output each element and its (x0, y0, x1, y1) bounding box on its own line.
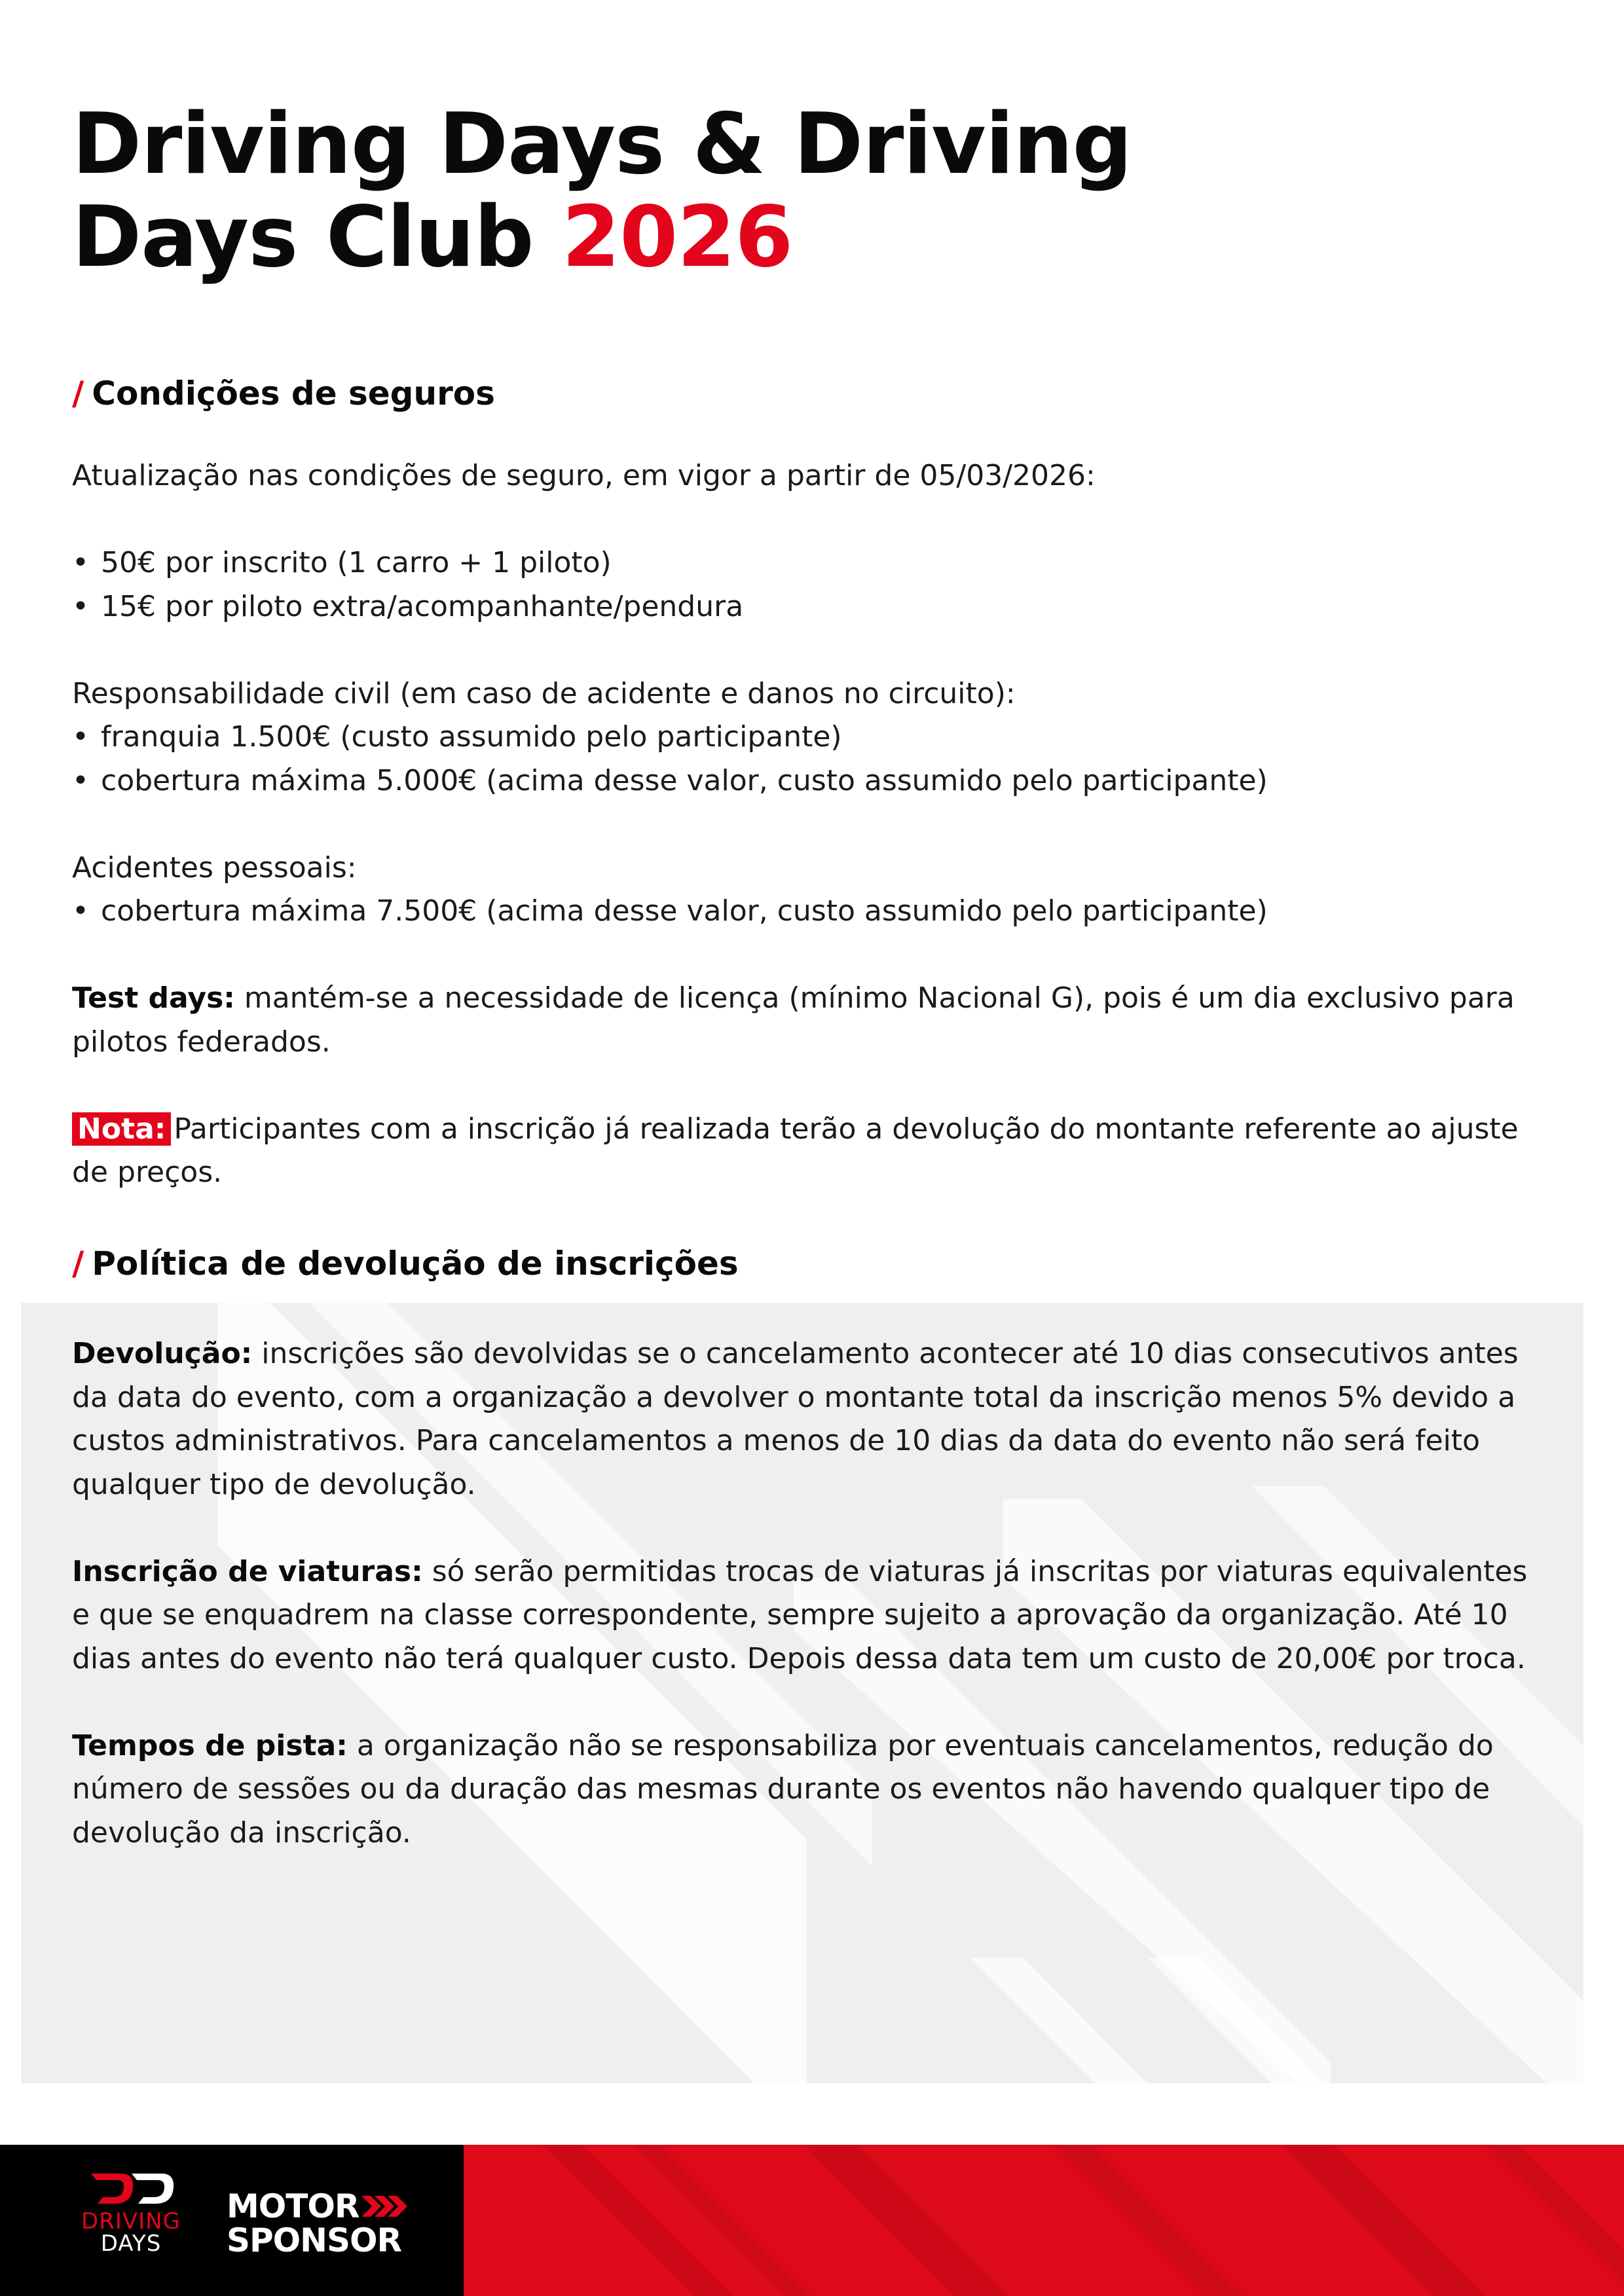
section-heading-insurance (72, 374, 495, 413)
driving-days-logo-mark-icon (87, 2171, 175, 2208)
test-days-label: Test days: (72, 981, 235, 1015)
heading-slash: / (72, 374, 84, 412)
driving-days-logo-line-2: DAYS (100, 2231, 162, 2257)
section-heading-refund-text: Política de devolução de inscrições (92, 1245, 739, 1283)
section-heading-insurance-text: Condições de seguros (92, 374, 495, 412)
footer-red-band (464, 2145, 1624, 2296)
insurance-intro: Atualização nas condições de seguro, em vigor a partir de 05/03/2026: (72, 459, 1096, 492)
bullet-icon: • (72, 546, 89, 579)
list-item: • 15€ por piloto extra/acompanhante/pendura (72, 585, 1552, 629)
bullet-icon: • (72, 720, 89, 754)
page-title-line-2: Days Club (72, 189, 534, 286)
page-title-year: 2026 (562, 189, 793, 286)
personal-accidents-title: Acidentes pessoais: (72, 850, 357, 884)
viaturas-paragraph: Inscrição de viaturas: só serão permitidas trocas de viaturas já inscritas por viaturas equivalentes e que se enquadrem na classe correspondente, sempre sujeito a aprovação da organização. Até 10 dias antes do evento não terá qualquer custo. Depois dessa data tem um custo de 20,00€ por troca. (72, 1554, 1528, 1675)
driving-days-logo-line-1: DRIVING (81, 2208, 181, 2234)
devolucao-paragraph: Devolução: inscrições são devolvidas se o cancelamento acontecer até 10 dias consecutivos antes da data do evento, com a organização a devolver o montante total da inscrição menos 5% devido a custos administrativos. Para cancelamentos a menos de 10 dias da data do evento não será feito qualquer tipo de devolução. (72, 1337, 1519, 1501)
nota-paragraph: Nota: Participantes com a inscrição já realizada terão a devolução do montante referente ao ajuste de preços. (72, 1112, 1519, 1189)
footer-bar (0, 2145, 1624, 2296)
refund-body (72, 1332, 1552, 1855)
bullet-icon: • (72, 763, 89, 797)
page-title (72, 98, 1382, 284)
civil-liability-title: Responsabilidade civil (em caso de acidente e danos no circuito): (72, 676, 1016, 710)
nota-badge: Nota: (72, 1112, 171, 1146)
pista-paragraph: Tempos de pista: a organização não se responsabiliza por eventuais cancelamentos, redução do número de sessões ou da duração das mesmas durante os eventos não havendo qualquer tipo de devolução da inscrição. (72, 1728, 1494, 1850)
devolucao-label: Devolução: (72, 1337, 253, 1370)
motor-sponsor-logo (227, 2189, 407, 2257)
viaturas-label: Inscrição de viaturas: (72, 1554, 423, 1588)
heading-slash: / (72, 1245, 84, 1283)
list-item: • 50€ por inscrito (1 carro + 1 piloto) (72, 541, 1552, 585)
chevrons-right-icon (361, 2193, 407, 2219)
bullet-icon: • (72, 894, 89, 928)
footer-stripes-decoration (464, 2145, 1624, 2296)
motor-sponsor-logo-line-2: SPONSOR (227, 2221, 402, 2259)
list-item: • cobertura máxima 7.500€ (acima desse valor, custo assumido pelo participante) (72, 890, 1552, 934)
section-heading-refund (72, 1244, 739, 1283)
test-days-paragraph: Test days: mantém-se a necessidade de licença (mínimo Nacional G), pois é um dia exclusivo para pilotos federados. (72, 981, 1515, 1059)
list-item: • franquia 1.500€ (custo assumido pelo participante) (72, 716, 1552, 759)
list-item: • cobertura máxima 5.000€ (acima desse valor, custo assumido pelo participante) (72, 759, 1552, 803)
driving-days-logo (79, 2171, 183, 2276)
page-title-line-1: Driving Days & Driving (72, 96, 1132, 193)
pista-label: Tempos de pista: (72, 1728, 348, 1762)
motor-sponsor-logo-line-1: MOTOR (227, 2187, 360, 2225)
bullet-icon: • (72, 589, 89, 623)
insurance-body (72, 454, 1552, 1195)
